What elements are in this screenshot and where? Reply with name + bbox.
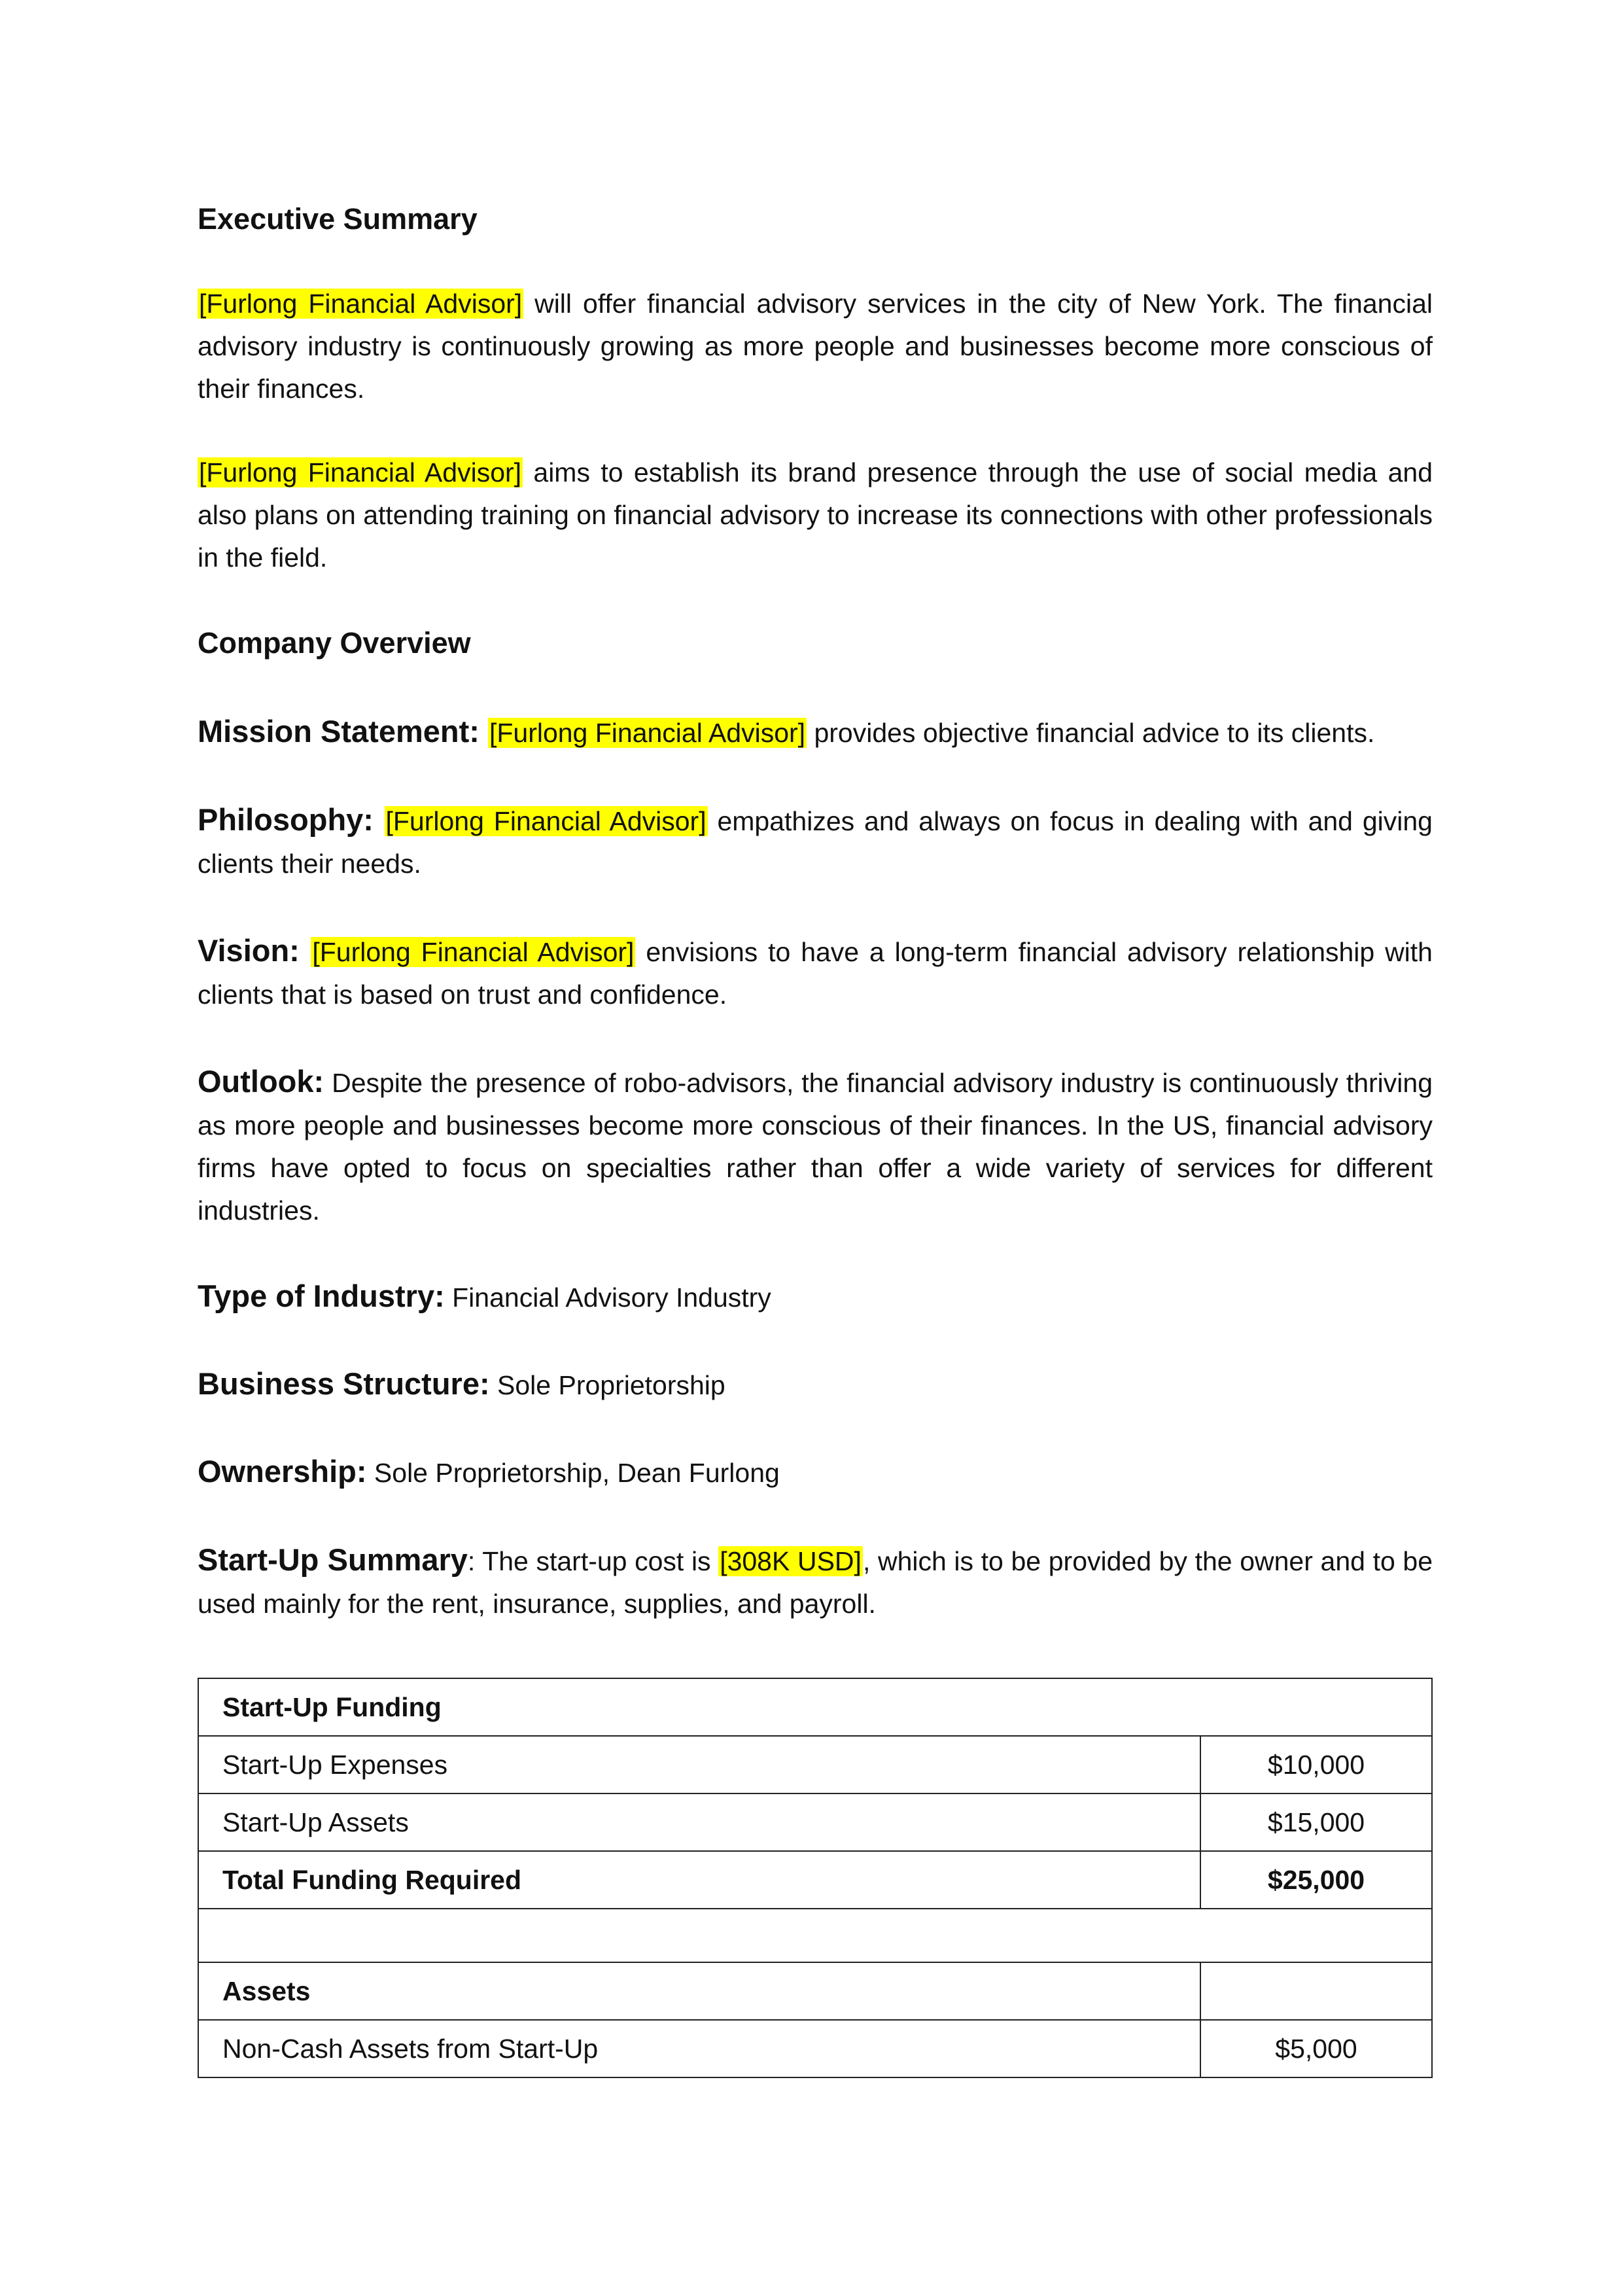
company-overview-heading: Company Overview [198, 626, 471, 660]
table-title: Start-Up Funding [198, 1678, 1432, 1736]
start-up-funding-table [198, 1678, 1433, 2078]
company-name-highlight: [Furlong Financial Advisor] [385, 806, 707, 836]
executive-summary-paragraph-1: [Furlong Financial Advisor] will offer financial advisory services in the city of New York. The financial advisory industry is continuously growing as more people and businesses become more conscious of their finances. [198, 289, 1433, 404]
row-value: $15,000 [1200, 1793, 1432, 1851]
table-row [198, 2020, 1432, 2077]
type-of-industry: Type of Industry: Financial Advisory Industry [198, 1279, 771, 1313]
business-structure: Business Structure: Sole Proprietorship [198, 1366, 725, 1401]
company-name-highlight: [Furlong Financial Advisor] [199, 289, 523, 319]
executive-summary-heading: Executive Summary [198, 202, 478, 236]
philosophy: Philosophy: [Furlong Financial Advisor] empathizes and always on focus in dealing with and giving clients their needs. [198, 802, 1433, 879]
mission-statement: Mission Statement: [Furlong Financial Advisor] provides objective financial advice to its clients. [198, 714, 1375, 749]
assets-heading-row [198, 1962, 1432, 2020]
row-label: Start-Up Assets [198, 1793, 1200, 1851]
outlook: Outlook: Despite the presence of robo-advisors, the financial advisory industry is continuously thriving as more people and businesses become more conscious of their finances. In the US, financial advisory firms have opted to focus on specialties rather than offer a wide variety of services for different industries. [198, 1064, 1433, 1226]
empty-cell [198, 1909, 1432, 1962]
vision: Vision: [Furlong Financial Advisor] envisions to have a long-term financial advisory relationship with clients that is based on trust and confidence. [198, 933, 1433, 1010]
row-value: $10,000 [1200, 1736, 1432, 1793]
table-row [198, 1793, 1432, 1851]
company-name-highlight: [Furlong Financial Advisor] [489, 718, 806, 748]
row-value: $25,000 [1200, 1851, 1432, 1909]
ownership: Ownership: Sole Proprietorship, Dean Furlong [198, 1454, 780, 1489]
start-up-cost-highlight: [308K USD] [720, 1546, 862, 1576]
row-label: Total Funding Required [198, 1851, 1200, 1909]
row-label: Start-Up Expenses [198, 1736, 1200, 1793]
company-name-highlight: [Furlong Financial Advisor] [312, 937, 635, 967]
assets-heading: Assets [198, 1962, 1200, 2020]
table-total-row [198, 1851, 1432, 1909]
start-up-summary: Start-Up Summary: The start-up cost is [308K USD], which is to be provided by the owner and to be used mainly for the rent, insurance, supplies, and payroll. [198, 1542, 1433, 1619]
empty-cell [1200, 1962, 1432, 2020]
company-name-highlight: [Furlong Financial Advisor] [199, 457, 522, 487]
table-row [198, 1736, 1432, 1793]
table-spacer-row [198, 1909, 1432, 1962]
row-label: Non-Cash Assets from Start-Up [198, 2020, 1200, 2077]
executive-summary-paragraph-2: [Furlong Financial Advisor] aims to establish its brand presence through the use of social media and also plans on attending training on financial advisory to increase its connections with other professionals in the field. [198, 457, 1433, 573]
row-value: $5,000 [1200, 2020, 1432, 2077]
table-header-row [198, 1678, 1432, 1736]
